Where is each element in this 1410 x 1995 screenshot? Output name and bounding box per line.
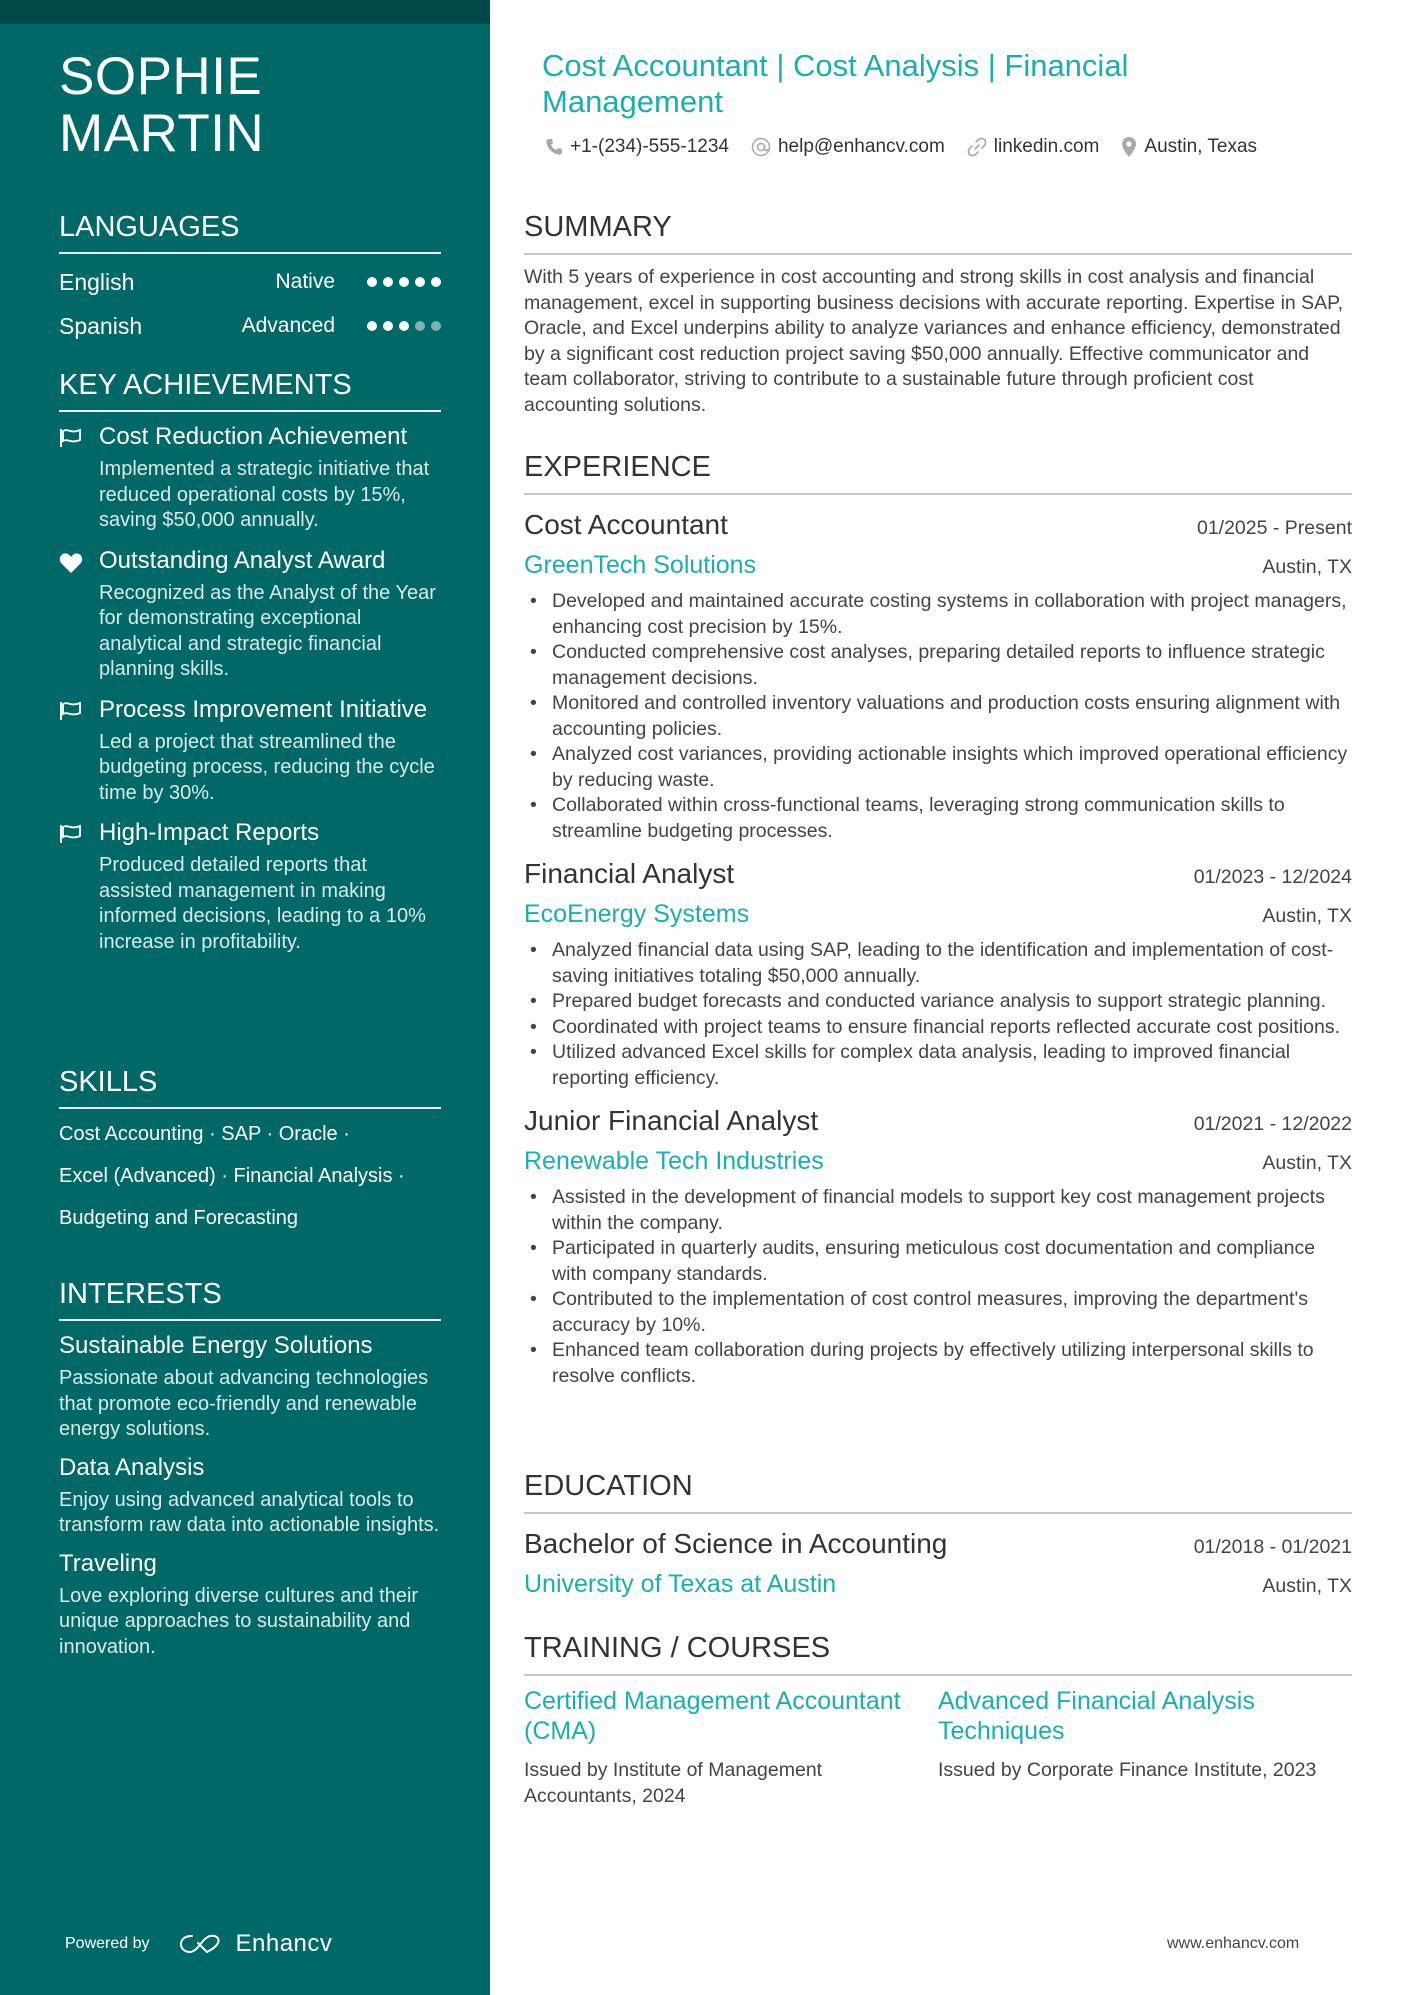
dot-filled bbox=[367, 321, 377, 331]
achievement-title: Outstanding Analyst Award bbox=[99, 546, 386, 574]
job-location: Austin, TX bbox=[1262, 905, 1352, 927]
proficiency-dots bbox=[367, 321, 441, 331]
interest-item bbox=[59, 1549, 441, 1661]
location-pin-icon bbox=[1121, 136, 1137, 158]
interest-desc: Passionate about advancing technologies that promote eco-friendly and renewable energy solutions. bbox=[59, 1367, 429, 1440]
job-bullet: • Participated in quarterly audits, ensuring meticulous cost documentation and compliance with company standards. bbox=[524, 1236, 1352, 1287]
powered-by bbox=[65, 1930, 332, 1958]
interest-item bbox=[59, 1331, 441, 1443]
job-entry bbox=[524, 1101, 1352, 1389]
contact-phone[interactable] bbox=[545, 136, 729, 158]
course-title: Advanced Financial Analysis Techniques bbox=[938, 1687, 1255, 1745]
job-title: Financial Analyst bbox=[524, 858, 735, 889]
at-icon bbox=[751, 137, 771, 157]
job-bullet: • Monitored and controlled inventory valuations and production costs ensuring alignment with accounting policies. bbox=[524, 691, 1352, 742]
sidebar bbox=[0, 0, 490, 1995]
education-title: EDUCATION bbox=[524, 1468, 1352, 1514]
phone-icon bbox=[545, 138, 563, 156]
achievement-item bbox=[59, 818, 441, 955]
job-company: Renewable Tech Industries bbox=[524, 1147, 824, 1175]
job-bullet: • Enhanced team collaboration during projects by effectively utilizing interpersonal skills to resolve conflicts. bbox=[524, 1338, 1352, 1389]
dot-empty bbox=[431, 321, 441, 331]
languages-title: LANGUAGES bbox=[59, 209, 441, 254]
education-dates: 01/2018 - 01/2021 bbox=[1193, 1536, 1352, 1558]
job-company: GreenTech Solutions bbox=[524, 551, 757, 579]
course-list bbox=[524, 1686, 1352, 1809]
education-entry bbox=[524, 1524, 1352, 1604]
flag-icon bbox=[59, 422, 99, 534]
achievement-title: Cost Reduction Achievement bbox=[99, 423, 408, 450]
summary-text: With 5 years of experience in cost accounting and strong skills in cost analysis and financial management, excel in supporting business decisions with accurate reporting. Expertise in SAP, Oracle, and Excel underpins ability to analyze variances and enhance efficiency, demonstrated by a significant cost reduction project saving $50,000 annually. Effective communicator and team collaborator, striving to contribute to a sustainable future through proficient cost accounting solutions. bbox=[524, 266, 1344, 416]
achievement-desc: Implemented a strategic initiative that reduced operational costs by 15%, saving $50,000 annually. bbox=[99, 458, 430, 531]
dot-filled bbox=[399, 277, 409, 287]
experience-section bbox=[524, 449, 1352, 1389]
dot-filled bbox=[415, 277, 425, 287]
job-bullet: • Contributed to the implementation of cost control measures, improving the department's accuracy by 10%. bbox=[524, 1287, 1352, 1338]
job-bullet: • Analyzed cost variances, providing actionable insights which improved operational efficiency by reducing waste. bbox=[524, 742, 1352, 793]
achievement-desc: Recognized as the Analyst of the Year for demonstrating exceptional analytical and strategic financial planning skills. bbox=[99, 581, 436, 680]
job-bullets bbox=[524, 1185, 1352, 1389]
achievement-desc: Produced detailed reports that assisted management in making informed decisions, leading to a 10% increase in profitability. bbox=[99, 854, 426, 953]
skills-line: Cost Accounting · SAP · Oracle · bbox=[59, 1123, 350, 1145]
flag-icon bbox=[59, 818, 99, 955]
language-level: Native bbox=[275, 270, 335, 293]
course-title: Certified Management Accountant (CMA) bbox=[524, 1687, 901, 1745]
job-bullet: • Utilized advanced Excel skills for complex data analysis, leading to improved financial reporting efficiency. bbox=[524, 1040, 1352, 1091]
sidebar-top-band bbox=[0, 0, 490, 24]
enhancv-brand: Enhancv bbox=[235, 1930, 333, 1957]
interests-section bbox=[59, 1276, 441, 1660]
achievement-item bbox=[59, 422, 441, 534]
dot-empty bbox=[415, 321, 425, 331]
interests-title: INTERESTS bbox=[59, 1276, 441, 1321]
experience-title: EXPERIENCE bbox=[524, 449, 1352, 495]
interest-title: Traveling bbox=[59, 1549, 157, 1577]
skills-line: Budgeting and Forecasting bbox=[59, 1207, 299, 1229]
language-row bbox=[59, 304, 441, 348]
course-item bbox=[524, 1686, 938, 1809]
job-bullet: • Assisted in the development of financial models to support key cost management projects within the company. bbox=[524, 1185, 1352, 1236]
dot-filled bbox=[383, 321, 393, 331]
education-section bbox=[524, 1468, 1352, 1604]
language-level: Advanced bbox=[241, 314, 335, 337]
interest-title: Sustainable Energy Solutions bbox=[59, 1332, 373, 1359]
flag-icon bbox=[59, 695, 99, 807]
achievement-title: High-Impact Reports bbox=[99, 819, 320, 846]
job-title: Cost Accountant bbox=[524, 509, 728, 540]
job-bullet: • Prepared budget forecasts and conducted variance analysis to support strategic planning. bbox=[524, 989, 1352, 1015]
degree: Bachelor of Science in Accounting bbox=[524, 1528, 948, 1559]
contact-text: help@enhancv.com bbox=[777, 136, 945, 157]
first-name: SOPHIE bbox=[59, 47, 263, 106]
job-dates: 01/2021 - 12/2022 bbox=[1193, 1113, 1352, 1135]
last-name: MARTIN bbox=[59, 104, 265, 163]
dot-filled bbox=[367, 277, 377, 287]
job-bullets bbox=[524, 938, 1352, 1091]
heart-icon bbox=[59, 546, 99, 683]
achievement-desc: Led a project that streamlined the budgeting process, reducing the cycle time by 30%. bbox=[99, 730, 435, 804]
interest-desc: Love exploring diverse cultures and their unique approaches to sustainability and innovation. bbox=[59, 1584, 419, 1658]
summary-section bbox=[524, 209, 1352, 418]
interest-title: Data Analysis bbox=[59, 1453, 205, 1481]
contact-text: +1-(234)-555-1234 bbox=[570, 136, 729, 157]
achievements-title: KEY ACHIEVEMENTS bbox=[59, 367, 441, 412]
job-dates: 01/2025 - Present bbox=[1196, 517, 1352, 539]
course-item bbox=[938, 1686, 1352, 1809]
achievement-item bbox=[59, 546, 441, 683]
candidate-name bbox=[59, 48, 264, 162]
footer-site-link[interactable]: www.enhancv.com bbox=[1167, 1935, 1300, 1952]
job-bullet: • Conducted comprehensive cost analyses, preparing detailed reports to influence strategic management decisions. bbox=[524, 640, 1352, 691]
interest-item bbox=[59, 1453, 441, 1539]
proficiency-dots bbox=[367, 277, 441, 287]
contact-link[interactable] bbox=[967, 136, 1100, 158]
dot-filled bbox=[383, 277, 393, 287]
job-company: EcoEnergy Systems bbox=[524, 900, 750, 928]
skills-line: Excel (Advanced) · Financial Analysis · bbox=[59, 1165, 405, 1187]
interest-desc: Enjoy using advanced analytical tools to transform raw data into actionable insights. bbox=[59, 1488, 440, 1536]
achievement-item bbox=[59, 695, 441, 807]
education-location: Austin, TX bbox=[1262, 1575, 1352, 1597]
job-entry bbox=[524, 505, 1352, 844]
headline: Cost Accountant | Cost Analysis | Financial Management bbox=[542, 48, 1129, 119]
training-title: TRAINING / COURSES bbox=[524, 1630, 1352, 1676]
language-name: Spanish bbox=[59, 312, 143, 339]
contact-bar bbox=[545, 136, 1257, 158]
contact-location bbox=[1121, 136, 1257, 158]
contact-text: linkedin.com bbox=[993, 136, 1100, 157]
training-section bbox=[524, 1630, 1352, 1809]
achievement-title: Process Improvement Initiative bbox=[99, 695, 428, 723]
powered-by-label: Powered by bbox=[65, 1935, 150, 1952]
contact-email[interactable] bbox=[751, 136, 945, 158]
job-title: Junior Financial Analyst bbox=[524, 1105, 819, 1136]
enhancv-logo[interactable] bbox=[178, 1930, 333, 1958]
skills-list bbox=[59, 1113, 441, 1239]
job-bullet: • Developed and maintained accurate costing systems in collaboration with project managers, enhancing cost precision by 15%. bbox=[524, 589, 1352, 640]
dot-filled bbox=[431, 277, 441, 287]
enhancv-logo-icon bbox=[178, 1932, 224, 1956]
link-icon bbox=[967, 137, 987, 157]
job-dates: 01/2023 - 12/2024 bbox=[1193, 866, 1352, 888]
school: University of Texas at Austin bbox=[524, 1570, 837, 1598]
course-desc: Issued by Institute of Management Accountants, 2024 bbox=[524, 1759, 823, 1807]
contact-text: Austin, Texas bbox=[1144, 136, 1258, 157]
job-entry bbox=[524, 854, 1352, 1091]
achievements-section bbox=[59, 367, 441, 955]
skills-title: SKILLS bbox=[59, 1064, 441, 1109]
skills-section bbox=[59, 1064, 441, 1239]
job-location: Austin, TX bbox=[1262, 556, 1352, 578]
language-row bbox=[59, 260, 441, 304]
job-bullet: • Coordinated with project teams to ensure financial reports reflected accurate cost positions. bbox=[524, 1015, 1352, 1041]
job-bullets bbox=[524, 589, 1352, 844]
job-bullet: • Analyzed financial data using SAP, leading to the identification and implementation of cost-saving initiatives totaling $50,000 annually. bbox=[524, 938, 1352, 989]
job-location: Austin, TX bbox=[1262, 1152, 1352, 1174]
course-desc: Issued by Corporate Finance Institute, 2023 bbox=[938, 1759, 1317, 1781]
summary-title: SUMMARY bbox=[524, 209, 1352, 255]
dot-filled bbox=[399, 321, 409, 331]
job-bullet: • Collaborated within cross-functional teams, leveraging strong communication skills to streamline budgeting processes. bbox=[524, 793, 1352, 844]
languages-section bbox=[59, 209, 441, 348]
language-name: English bbox=[59, 268, 135, 295]
